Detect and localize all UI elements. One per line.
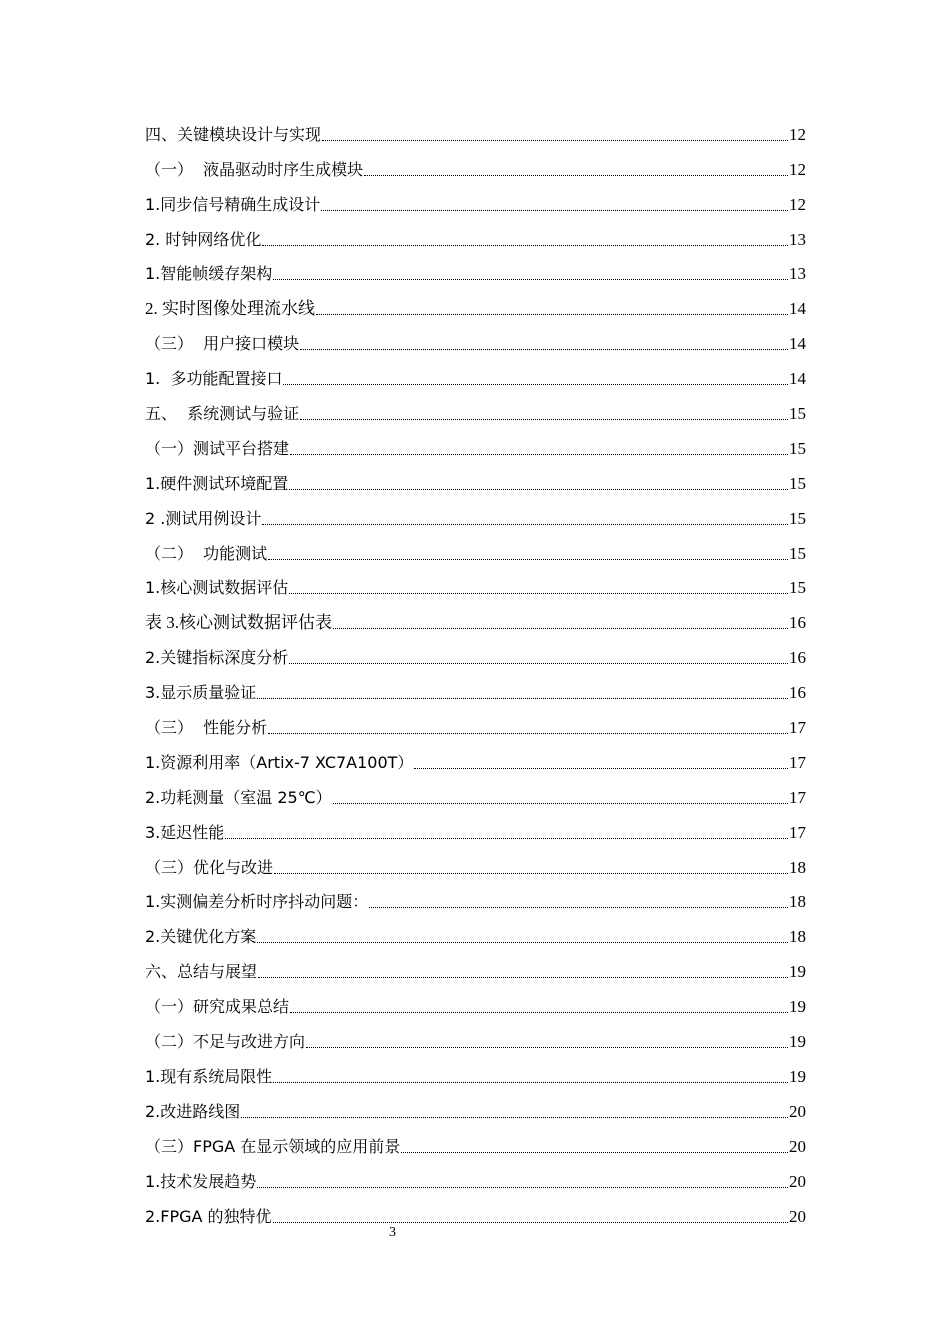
- toc-entry-title: （三） 用户接口模块: [145, 334, 300, 354]
- toc-entry-page: 17: [789, 752, 806, 772]
- toc-entry-title: 2.关键优化方案: [145, 927, 257, 947]
- toc-entry[interactable]: [145, 598, 806, 633]
- toc-dot-leader: [273, 279, 788, 280]
- toc-entry-title: 六、总结与展望: [145, 962, 258, 982]
- toc-entry[interactable]: [145, 808, 806, 843]
- toc-entry-title: （三）优化与改进: [145, 857, 274, 877]
- toc-entry-title: 1.技术发展趋势: [145, 1171, 257, 1191]
- toc-entry[interactable]: [145, 1192, 806, 1227]
- toc-entry[interactable]: [145, 564, 806, 599]
- toc-entry-page: 17: [789, 787, 806, 807]
- toc-entry-title: 1.硬件测试环境配置: [145, 473, 289, 493]
- toc-entry-title: 2.功耗测量（室温 25℃）: [145, 787, 332, 807]
- toc-dot-leader: [274, 873, 788, 874]
- toc-entry-page: 15: [789, 508, 806, 528]
- toc-entry-page: 12: [789, 194, 806, 214]
- toc-dot-leader: [290, 1012, 788, 1013]
- toc-entry[interactable]: [145, 912, 806, 947]
- page-number: 3: [389, 1225, 396, 1240]
- toc-entry-page: 12: [789, 159, 806, 179]
- toc-entry[interactable]: [145, 424, 806, 459]
- toc-entry-title: 2.FPGA 的独特优: [145, 1206, 272, 1226]
- toc-entry-page: 19: [789, 1032, 806, 1052]
- toc-entry-title: （二） 功能测试: [145, 543, 268, 563]
- toc-dot-leader: [316, 314, 788, 315]
- toc-entry-title: 2. 时钟网络优化: [145, 229, 262, 249]
- toc-entry-page: 20: [789, 1171, 806, 1191]
- toc-entry-page: 19: [789, 962, 806, 982]
- toc-entry[interactable]: [145, 250, 806, 285]
- toc-dot-leader: [268, 559, 788, 560]
- toc-dot-leader: [257, 1187, 788, 1188]
- toc-entry-title: （一）研究成果总结: [145, 997, 290, 1017]
- toc-entry-title: 1. 多功能配置接口: [145, 369, 283, 389]
- toc-dot-leader: [273, 1222, 788, 1223]
- toc-entry[interactable]: [145, 110, 806, 145]
- toc-dot-leader: [268, 733, 788, 734]
- toc-entry-title: 1.同步信号精确生成设计: [145, 194, 321, 214]
- toc-entry[interactable]: [145, 145, 806, 180]
- toc-entry-title: （二）不足与改进方向: [145, 1032, 306, 1052]
- toc-entry[interactable]: [145, 494, 806, 529]
- toc-dot-leader: [262, 524, 788, 525]
- toc-entry-page: 17: [789, 718, 806, 738]
- toc-entry-page: 15: [789, 438, 806, 458]
- toc-dot-leader: [401, 1152, 788, 1153]
- toc-dot-leader: [257, 942, 788, 943]
- toc-entry[interactable]: [145, 773, 806, 808]
- toc-entry-page: 17: [789, 822, 806, 842]
- toc-entry-title: 1.智能帧缓存架构: [145, 264, 273, 284]
- toc-entry-title: （三） 性能分析: [145, 718, 268, 738]
- toc-entry-title: 3.延迟性能: [145, 822, 225, 842]
- toc-dot-leader: [300, 349, 788, 350]
- toc-entry[interactable]: [145, 319, 806, 354]
- toc-dot-leader: [258, 977, 788, 978]
- toc-dot-leader: [283, 384, 788, 385]
- toc-entry[interactable]: [145, 1087, 806, 1122]
- toc-entry[interactable]: [145, 180, 806, 215]
- toc-entry[interactable]: [145, 1017, 806, 1052]
- toc-entry[interactable]: [145, 1157, 806, 1192]
- toc-entry-title: 2 .测试用例设计: [145, 508, 262, 528]
- toc-entry[interactable]: [145, 668, 806, 703]
- toc-dot-leader: [225, 838, 788, 839]
- toc-dot-leader: [333, 803, 788, 804]
- toc-entry-title: （三）FPGA 在显示领域的应用前景: [145, 1136, 401, 1156]
- toc-entry-title: 3.显示质量验证: [145, 683, 257, 703]
- toc-entry-page: 20: [789, 1101, 806, 1121]
- toc-dot-leader: [321, 210, 788, 211]
- toc-entry-title: 表 3.核心测试数据评估表: [145, 613, 332, 633]
- toc-dot-leader: [414, 768, 788, 769]
- toc-dot-leader: [257, 698, 788, 699]
- toc-entry-page: 16: [789, 648, 806, 668]
- toc-entry-title: 1.资源利用率（Artix-7 XC7A100T）: [145, 752, 414, 772]
- toc-entry-title: 1.核心测试数据评估: [145, 578, 289, 598]
- toc-entry-title: （一） 液晶驱动时序生成模块: [145, 159, 364, 179]
- toc-entry[interactable]: [145, 947, 806, 982]
- toc-entry[interactable]: [145, 1122, 806, 1157]
- toc-entry[interactable]: [145, 459, 806, 494]
- toc-entry-page: 14: [789, 334, 806, 354]
- toc-dot-leader: [364, 175, 788, 176]
- toc-entry-page: 18: [789, 927, 806, 947]
- toc-dot-leader: [333, 628, 788, 629]
- toc-entry-title: 2.关键指标深度分析: [145, 648, 289, 668]
- toc-entry-page: 15: [789, 543, 806, 563]
- toc-entry[interactable]: [145, 354, 806, 389]
- toc-dot-leader: [289, 593, 788, 594]
- toc-dot-leader: [289, 663, 788, 664]
- toc-dot-leader: [322, 140, 788, 141]
- toc-entry[interactable]: [145, 843, 806, 878]
- toc-entry-page: 13: [789, 229, 806, 249]
- toc-entry-title: 五、 系统测试与验证: [145, 404, 300, 424]
- toc-entry-page: 15: [789, 578, 806, 598]
- toc-entry[interactable]: [145, 878, 806, 913]
- toc-entry-page: 20: [789, 1136, 806, 1156]
- toc-entry[interactable]: [145, 215, 806, 250]
- toc-entry-page: 20: [789, 1206, 806, 1226]
- toc-entry[interactable]: [145, 982, 806, 1017]
- toc-entry-page: 14: [789, 369, 806, 389]
- toc-entry-title: 2.改进路线图: [145, 1101, 241, 1121]
- toc-entry[interactable]: [145, 703, 806, 738]
- toc-entry[interactable]: [145, 284, 806, 319]
- toc-entry[interactable]: [145, 633, 806, 668]
- toc-dot-leader: [241, 1117, 788, 1118]
- toc-entry-title: （一）测试平台搭建: [145, 438, 290, 458]
- toc-entry-page: 16: [789, 683, 806, 703]
- toc-dot-leader: [273, 1082, 788, 1083]
- toc-entry-page: 14: [789, 299, 806, 319]
- toc-entry-page: 18: [789, 857, 806, 877]
- toc-entry-title: 2. 实时图像处理流水线: [145, 299, 315, 319]
- toc-dot-leader: [289, 489, 788, 490]
- toc-entry-page: 13: [789, 264, 806, 284]
- toc-entry-title: 1.实测偏差分析时序抖动问题：: [145, 892, 369, 912]
- table-of-contents: [145, 110, 806, 1227]
- toc-dot-leader: [306, 1047, 788, 1048]
- toc-entry-page: 15: [789, 473, 806, 493]
- toc-entry-page: 15: [789, 404, 806, 424]
- toc-dot-leader: [300, 419, 788, 420]
- toc-entry[interactable]: [145, 529, 806, 564]
- toc-entry-title: 1.现有系统局限性: [145, 1066, 273, 1086]
- toc-entry-page: 19: [789, 997, 806, 1017]
- toc-entry[interactable]: [145, 389, 806, 424]
- toc-entry[interactable]: [145, 1052, 806, 1087]
- toc-entry[interactable]: [145, 738, 806, 773]
- toc-entry-page: 16: [789, 613, 806, 633]
- toc-dot-leader: [290, 454, 788, 455]
- toc-entry-page: 12: [789, 124, 806, 144]
- toc-dot-leader: [262, 245, 788, 246]
- toc-entry-page: 18: [789, 892, 806, 912]
- toc-dot-leader: [369, 907, 788, 908]
- toc-entry-title: 四、关键模块设计与实现: [145, 124, 322, 144]
- toc-entry-page: 19: [789, 1066, 806, 1086]
